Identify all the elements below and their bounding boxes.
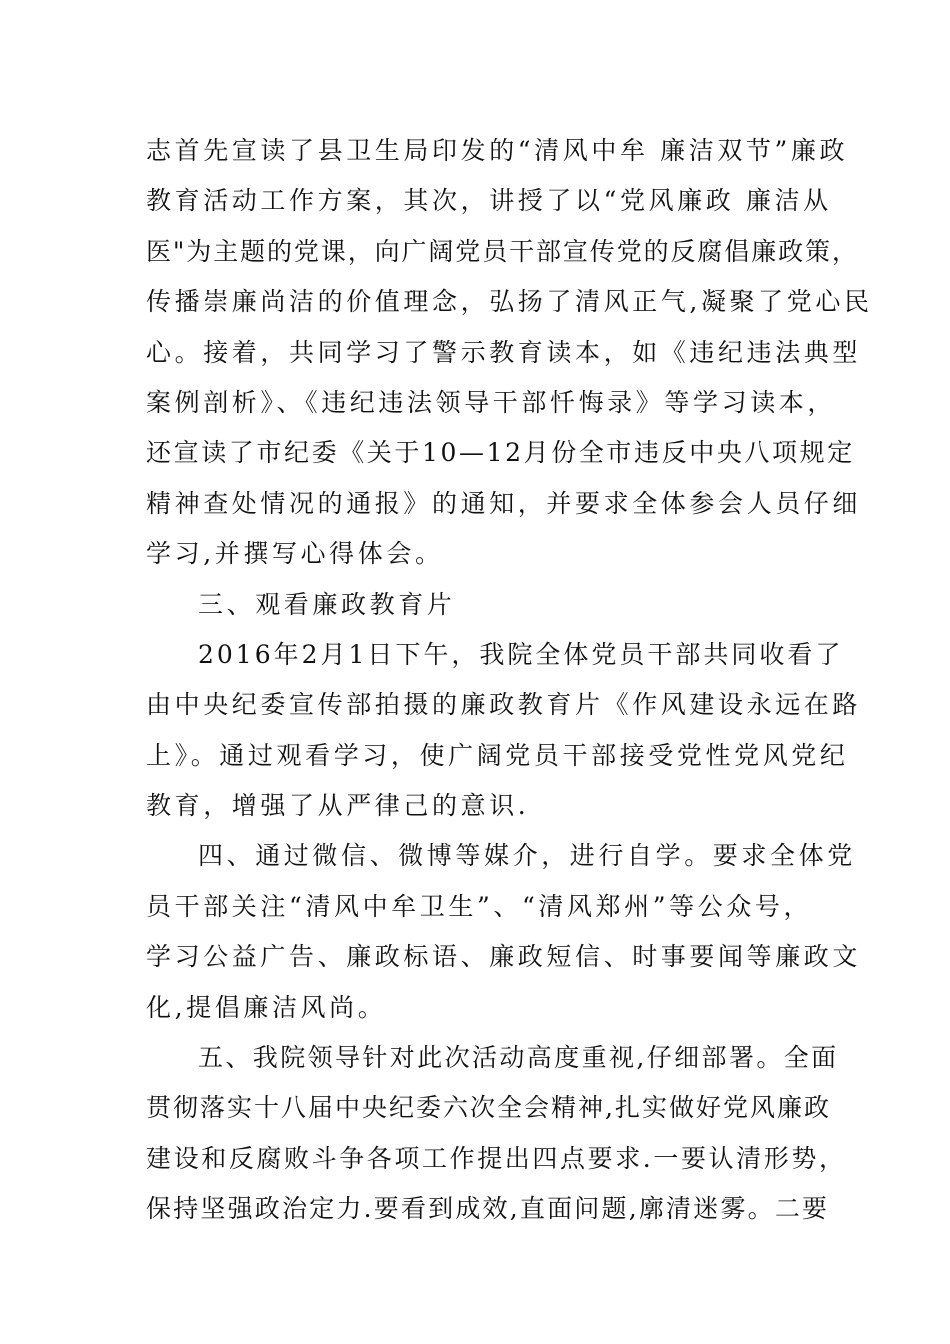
text-line: 案例剖析》、《违纪违法领导干部忏悔录》等学习读本， <box>146 387 837 417</box>
text-line: 精神查处情况的通报》的通知，并要求全体参会人员仔细 <box>146 488 862 518</box>
text-line: 保持坚强政治定力.要看到成效,直面问题,廓清迷雾。二要 <box>146 1194 830 1224</box>
text-line: 四、通过微信、微博等媒介，进行自学。要求全体党 <box>198 841 856 871</box>
text-line: 教育活动工作方案，其次，讲授了以“党风廉政 廉洁从 <box>146 186 832 216</box>
text-line: 学习,并撰写心得体会。 <box>146 539 444 569</box>
text-line: 教育，增强了从严律己的意识. <box>146 791 530 821</box>
text-line: 建设和反腐败斗争各项工作提出四点要求.一要认清形势， <box>146 1143 847 1173</box>
text-line: 传播崇廉尚洁的价值理念，弘扬了清风正气,凝聚了党心民 <box>146 287 873 317</box>
text-line: 2016年2月1日下午，我院全体党员干部共同收看了 <box>198 639 844 669</box>
text-line: 贯彻落实十八届中央纪委六次全会精神,扎实做好党风廉政 <box>146 1093 831 1123</box>
paragraph-item-4 <box>146 831 862 1033</box>
text-line: 上》。通过观看学习，使广阔党员干部接受党性党风党纪 <box>146 740 849 770</box>
section-heading-3 <box>146 580 826 630</box>
text-line: 心。接着，共同学习了警示教育读本，如《违纪违法典型 <box>146 337 862 367</box>
text-line: 志首先宣读了县卫生局印发的“清风中牟 廉洁双节”廉政 <box>146 136 849 165</box>
text-line: 还宣读了市纪委《关于10—12月份全市违反中央八项规定 <box>146 438 855 468</box>
text-line: 学习公益广告、廉政标语、廉政短信、时事要闻等廉政文 <box>146 942 862 972</box>
text-line: 医"为主题的党课，向广阔党员干部宣传党的反腐倡廉政策， <box>146 236 859 266</box>
text-line: 化,提倡廉洁风尚。 <box>146 992 387 1022</box>
text-line: 由中央纪委宣传部拍摄的廉政教育片《作风建设永远在路 <box>146 690 862 720</box>
paragraph-continuation <box>146 126 873 580</box>
paragraph-film <box>146 630 862 832</box>
document-body <box>146 126 873 1235</box>
text-line: 员干部关注“清风中牟卫生”、“清风郑州”等公众号， <box>146 891 813 921</box>
text-line: 五、我院领导针对此次活动高度重视,仔细部署。全面 <box>198 1043 839 1073</box>
heading-line: 三、观看廉政教育片 <box>198 589 456 619</box>
paragraph-item-5 <box>146 1033 847 1235</box>
